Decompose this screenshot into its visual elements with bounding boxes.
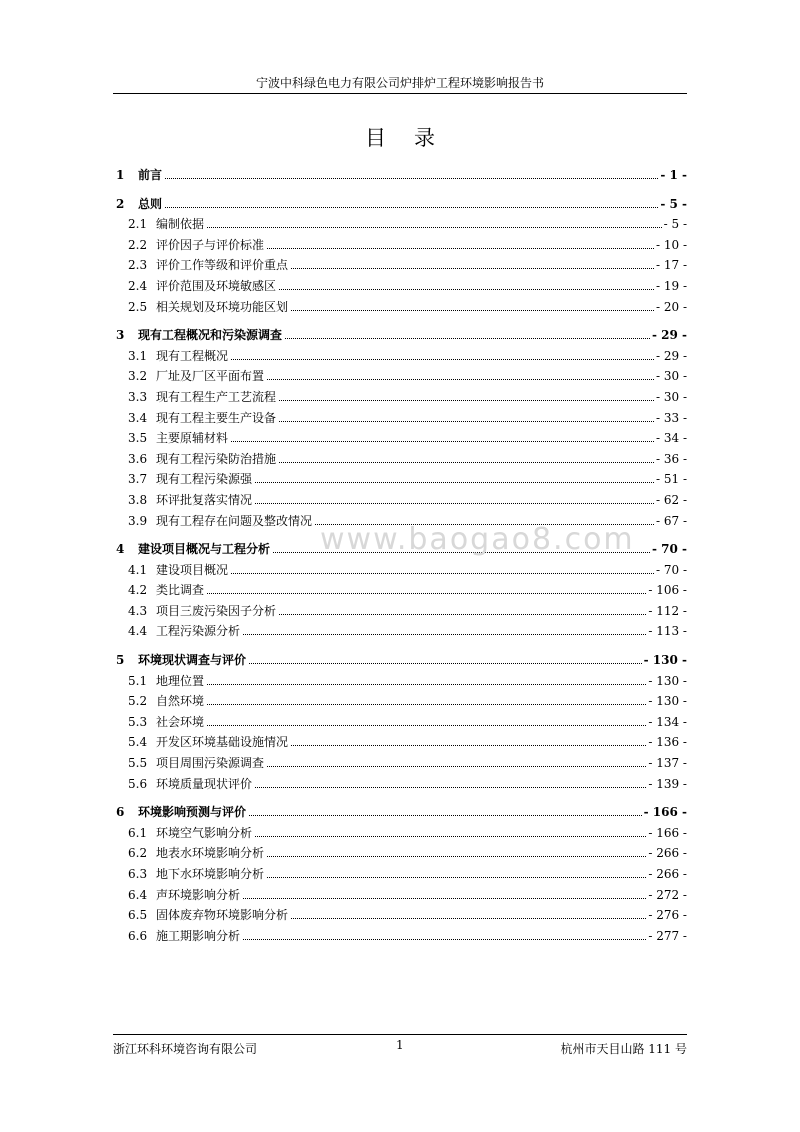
toc-dot-leader [291, 908, 646, 919]
toc-entry-number: 6.1 [128, 825, 148, 840]
toc-entry-page: - 113 - [648, 624, 687, 639]
toc-dot-leader [249, 805, 642, 816]
toc-section-entry[interactable] [113, 367, 687, 388]
toc-section-entry[interactable] [113, 491, 687, 512]
toc-dot-leader [207, 715, 646, 726]
toc-entry-page: - 30 - [655, 389, 687, 404]
toc-entry-number: 6.4 [128, 887, 148, 902]
toc-entry-label: 现有工程存在问题及整改情况 [156, 513, 313, 528]
toc-entry-number: 3.1 [128, 348, 148, 363]
toc-entry-label: 项目周围污染源调查 [156, 756, 265, 771]
toc-entry-label: 环境空气影响分析 [156, 825, 253, 840]
toc-entry-page: - 19 - [655, 278, 687, 293]
toc-entry-page: - 139 - [648, 776, 687, 791]
toc-dot-leader [279, 604, 646, 615]
toc-section-entry[interactable] [113, 906, 687, 927]
toc-dot-leader [267, 846, 646, 857]
toc-section-entry[interactable] [113, 256, 687, 277]
toc-entry-number: 2.5 [128, 299, 148, 314]
toc-entry-label: 项目三废污染因子分析 [156, 603, 277, 618]
toc-dot-leader [267, 369, 654, 380]
toc-entry-label: 厂址及厂区平面布置 [156, 369, 265, 384]
toc-entry-number: 5.2 [128, 694, 148, 709]
toc-section-entry[interactable] [113, 672, 687, 693]
toc-entry-label: 评价范围及环境敏感区 [156, 278, 277, 293]
page-title: 目录 [365, 126, 463, 150]
toc-entry-number: 4.4 [128, 624, 148, 639]
toc-entry-number: 2.4 [128, 278, 148, 293]
toc-dot-leader [255, 777, 646, 788]
toc-dot-leader [207, 583, 646, 594]
toc-section-entry[interactable] [113, 602, 687, 623]
toc-entry-page: - 266 - [648, 846, 687, 861]
toc-entry-label: 现有工程污染源强 [156, 472, 253, 487]
toc-entry-number: 1 [116, 168, 125, 182]
toc-entry-page: - 34 - [655, 431, 687, 446]
toc-entry-page: - 272 - [648, 887, 687, 902]
toc-dot-leader [291, 258, 654, 269]
toc-section-entry[interactable] [113, 733, 687, 754]
toc-section-entry[interactable] [113, 561, 687, 582]
running-header: 宁波中科绿色电力有限公司炉排炉工程环境影响报告书 [255, 76, 544, 90]
toc-entry-number: 5.5 [128, 756, 148, 771]
toc-entry-label: 类比调查 [156, 583, 205, 598]
toc-entry-page: - 136 - [648, 735, 687, 750]
toc-entry-number: 3.7 [128, 472, 148, 487]
toc-dot-leader [285, 328, 650, 339]
toc-dot-leader [279, 411, 654, 422]
toc-entry-number: 5.3 [128, 714, 148, 729]
toc-entry-page: - 10 - [655, 237, 687, 252]
toc-entry-number: 4.3 [128, 603, 148, 618]
toc-entry-label: 地理位置 [156, 673, 205, 688]
toc-entry-number: 2 [116, 196, 125, 211]
toc-dot-leader [279, 390, 654, 401]
toc-entry-label: 建设项目概况与工程分析 [138, 542, 271, 557]
toc-entry-label: 环境质量现状评价 [156, 776, 253, 791]
toc-entry-label: 总则 [138, 196, 163, 211]
toc-section-entry[interactable] [113, 429, 687, 450]
toc-dot-leader [231, 563, 654, 574]
toc-entry-number: 5.6 [128, 776, 148, 791]
toc-dot-leader [279, 452, 654, 463]
toc-entry-page: - 51 - [655, 472, 687, 487]
toc-entry-number: 6.3 [128, 867, 148, 881]
toc-entry-page: - 166 - [648, 825, 687, 840]
toc-entry-number: 3.5 [128, 431, 148, 446]
toc-entry-label: 建设项目概况 [156, 562, 229, 577]
toc-entry-number: 3 [116, 328, 125, 343]
toc-entry-page: - 17 - [655, 258, 687, 273]
toc-entry-number: 6.5 [128, 908, 148, 923]
footer-address: 杭州市天目山路 111 号 [560, 1042, 687, 1056]
toc-dot-leader [243, 929, 646, 940]
toc-dot-leader [207, 694, 646, 705]
toc-section-entry[interactable] [113, 409, 687, 430]
toc-entry-page: - 130 - [648, 694, 687, 709]
toc-entry-label: 现有工程生产工艺流程 [156, 389, 277, 404]
toc-dot-leader [231, 431, 654, 442]
toc-dot-leader [291, 300, 654, 311]
toc-section-entry[interactable] [113, 236, 687, 257]
toc-entry-page: - 20 - [655, 299, 687, 314]
toc-entry-label: 地下水环境影响分析 [156, 867, 265, 881]
toc-entry-number: 3.6 [128, 451, 148, 466]
toc-entry-number: 3.9 [128, 513, 148, 528]
toc-entry-page: - 166 - [643, 805, 687, 820]
toc-section-entry[interactable] [113, 824, 687, 845]
toc-entry-number: 3.4 [128, 410, 148, 425]
toc-entry-page: - 33 - [655, 410, 687, 425]
toc-entry-label: 环评批复落实情况 [156, 492, 253, 507]
toc-entry-page: - 130 - [643, 653, 687, 668]
toc-dot-leader [255, 826, 646, 837]
toc-dot-leader [231, 349, 654, 360]
toc-entry-number: 4.2 [128, 583, 148, 598]
toc-entry-number: 4 [116, 542, 125, 557]
toc-entry-label: 前言 [138, 168, 163, 182]
toc-entry-label: 现有工程概况 [156, 348, 229, 363]
toc-chapter-entry[interactable] [113, 195, 687, 216]
toc-entry-page: - 277 - [648, 928, 687, 943]
toc-dot-leader [255, 493, 654, 504]
toc-section-entry[interactable] [113, 886, 687, 907]
toc-entry-page: - 5 - [660, 196, 687, 211]
toc-section-entry[interactable] [113, 865, 687, 886]
toc-entry-page: - 30 - [655, 369, 687, 384]
toc-entry-label: 声环境影响分析 [156, 887, 241, 902]
toc-section-entry[interactable] [113, 713, 687, 734]
toc-entry-page: - 130 - [648, 673, 687, 688]
toc-section-entry[interactable] [113, 927, 687, 948]
toc-entry-label: 自然环境 [156, 694, 205, 709]
toc-entry-page: - 62 - [655, 492, 687, 507]
toc-dot-leader [279, 279, 654, 290]
toc-entry-page: - 276 - [648, 908, 687, 923]
toc-section-entry[interactable] [113, 298, 687, 319]
toc-entry-number: 4.1 [128, 562, 148, 577]
toc-entry-page: - 266 - [648, 867, 687, 881]
toc-entry-label: 评价因子与评价标准 [156, 237, 265, 252]
toc-dot-leader [291, 735, 646, 746]
footer-divider [113, 1034, 687, 1035]
toc-section-entry[interactable] [113, 388, 687, 409]
toc-section-entry[interactable] [113, 754, 687, 775]
toc-entry-number: 2.3 [128, 258, 148, 273]
toc-section-entry[interactable] [113, 450, 687, 471]
toc-entry-label: 相关规划及环境功能区划 [156, 299, 289, 314]
toc-entry-page: - 70 - [651, 542, 687, 557]
toc-entry-label: 社会环境 [156, 714, 205, 729]
toc-entry-number: 6.6 [128, 928, 148, 943]
toc-section-entry[interactable] [113, 775, 687, 796]
footer-company: 浙江环科环境咨询有限公司 [113, 1042, 258, 1056]
toc-entry-page: - 137 - [648, 756, 687, 771]
toc-entry-label: 工程污染源分析 [156, 624, 241, 639]
toc-entry-label: 开发区环境基础设施情况 [156, 735, 289, 750]
toc-dot-leader [267, 867, 646, 878]
toc-dot-leader [267, 756, 646, 767]
footer-page-number: 1 [396, 1038, 404, 1052]
toc-entry-number: 3.3 [128, 389, 148, 404]
toc-dot-leader [249, 653, 642, 664]
toc-entry-page: - 1 - [660, 168, 687, 182]
toc-entry-number: 6.2 [128, 846, 148, 861]
toc-section-entry[interactable] [113, 844, 687, 865]
toc-entry-page: - 36 - [655, 451, 687, 466]
toc-entry-page: - 67 - [655, 513, 687, 528]
toc-entry-page: - 106 - [648, 583, 687, 598]
header-divider [113, 93, 687, 94]
toc-entry-number: 6 [116, 805, 125, 820]
toc-section-entry[interactable] [113, 215, 687, 236]
toc-section-entry[interactable] [113, 277, 687, 298]
toc-entry-page: - 29 - [655, 348, 687, 363]
toc-entry-label: 现有工程污染防治措施 [156, 451, 277, 466]
toc-entry-number: 3.2 [128, 369, 148, 384]
toc-section-entry[interactable] [113, 470, 687, 491]
toc-entry-number: 2.2 [128, 237, 148, 252]
toc-dot-leader [243, 888, 646, 899]
toc-entry-number: 5 [116, 653, 125, 668]
toc-chapter-entry[interactable] [113, 326, 687, 347]
toc-entry-label: 现有工程主要生产设备 [156, 410, 277, 425]
toc-dot-leader [243, 624, 646, 635]
watermark: www.baogao8.com [320, 522, 635, 557]
toc-entry-label: 现有工程概况和污染源调查 [138, 328, 283, 343]
toc-entry-label: 施工期影响分析 [156, 928, 241, 943]
toc-entry-number: 3.8 [128, 492, 148, 507]
toc-dot-leader [267, 238, 654, 249]
toc-dot-leader [255, 472, 654, 483]
toc-entry-label: 环境现状调查与评价 [138, 653, 247, 668]
toc-dot-leader [207, 217, 662, 228]
toc-entry-page: - 29 - [651, 328, 687, 343]
toc-entry-page: - 112 - [648, 603, 687, 618]
toc-entry-label: 评价工作等级和评价重点 [156, 258, 289, 273]
toc-dot-leader [165, 168, 658, 179]
toc-dot-leader [165, 197, 658, 208]
toc-section-entry[interactable] [113, 692, 687, 713]
toc-dot-leader [207, 674, 646, 685]
toc-entry-label: 环境影响预测与评价 [138, 805, 247, 820]
toc-entry-number: 5.4 [128, 735, 148, 750]
toc-chapter-entry[interactable] [113, 166, 687, 187]
toc-entry-number: 5.1 [128, 673, 148, 688]
toc-entry-page: - 70 - [655, 562, 687, 577]
toc-chapter-entry[interactable] [113, 651, 687, 672]
toc-entry-page: - 5 - [663, 217, 687, 232]
toc-section-entry[interactable] [113, 581, 687, 602]
toc-section-entry[interactable] [113, 622, 687, 643]
toc-entry-label: 编制依据 [156, 217, 205, 232]
toc-section-entry[interactable] [113, 347, 687, 368]
toc-entry-page: - 134 - [648, 714, 687, 729]
toc-chapter-entry[interactable] [113, 803, 687, 824]
toc-entry-label: 固体废弃物环境影响分析 [156, 908, 289, 923]
toc-entry-label: 主要原辅材料 [156, 431, 229, 446]
toc-entry-label: 地表水环境影响分析 [156, 846, 265, 861]
toc-entry-number: 2.1 [128, 217, 148, 232]
